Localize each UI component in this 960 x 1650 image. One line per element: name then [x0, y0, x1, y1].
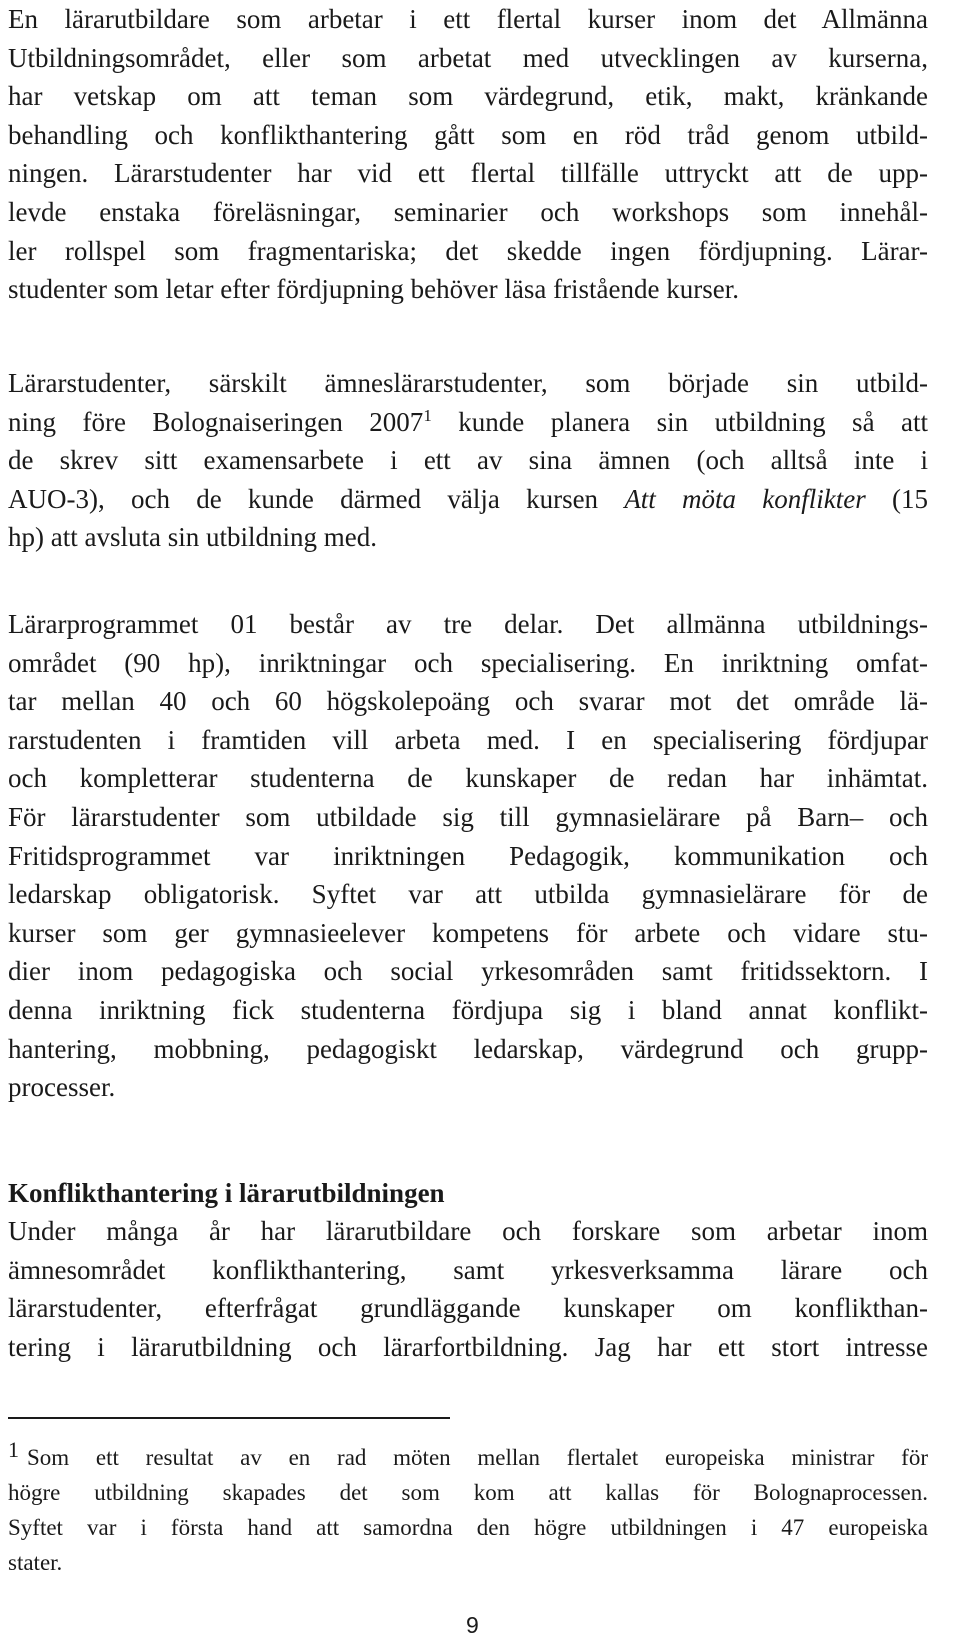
- text-segment: kunde planera sin utbildning så att: [431, 406, 928, 437]
- text-line: Under många år har lärarutbildare och forskare som arbetar inom: [8, 1216, 928, 1246]
- text-line: Utbildningsområdet, eller som arbetat med utvecklingen av kurserna,: [8, 42, 928, 73]
- text-line: En lärarutbildare som arbetar i ett flertal kurser inom det Allmänna: [8, 4, 928, 34]
- text-line: hp) att avsluta sin utbildning med.: [8, 522, 377, 553]
- text-line: processer.: [8, 1072, 116, 1103]
- footnote-divider: [8, 1417, 450, 1419]
- text-line: Lärarstudenter, särskilt ämneslärarstudenter, som började sin utbild-: [8, 368, 928, 398]
- footnote-line: högre utbildning skapades det som kom att kallas för Bolognaprocessen.: [8, 1480, 928, 1505]
- text-line: och kompletterar studenterna de kunskaper de redan har inhämtat.: [8, 763, 928, 794]
- text-line: dier inom pedagogiska och social yrkesområden samt fritidssektorn. I: [8, 956, 928, 987]
- text-segment: AUO-3), och de kunde därmed välja kursen: [8, 483, 625, 514]
- text-line: hantering, mobbning, pedagogiskt ledarskap, värdegrund och grupp-: [8, 1033, 928, 1064]
- course-title: Att möta konflikter: [624, 483, 866, 514]
- text-line: ledarskap obligatorisk. Syftet var att utbilda gymnasielärare för de: [8, 879, 928, 910]
- document-page: [8, 0, 928, 1650]
- text-line: lärarstudenter, efterfrågat grundläggande kunskaper om konflikthan-: [8, 1293, 928, 1324]
- paragraph-lararprogrammet: [8, 605, 928, 1107]
- text-line: ämnesområdet konflikthantering, samt yrkesverksamma lärare och: [8, 1254, 928, 1285]
- text-line-with-course-title: [8, 480, 928, 519]
- paragraph-under-manga-ar: [8, 1212, 928, 1366]
- text-line: rarstudenten i framtiden vill arbeta med. I en specialisering fördjupar: [8, 724, 928, 755]
- paragraph-lararstudenter: [8, 364, 928, 557]
- text-line: behandling och konflikthantering gått som en röd tråd genom utbild-: [8, 119, 928, 150]
- text-line: Lärarprogrammet 01 består av tre delar. Det allmänna utbildnings-: [8, 609, 928, 639]
- footnote-line: stater.: [8, 1550, 63, 1575]
- text-line: levde enstaka föreläsningar, seminarier och workshops som innehål-: [8, 196, 928, 227]
- footnote: [8, 1432, 928, 1580]
- text-line: tar mellan 40 och 60 högskolepoäng och svarar mot det område lä-: [8, 686, 928, 717]
- text-line: ler rollspel som fragmentariska; det skedde ingen fördjupning. Lärar-: [8, 235, 928, 266]
- text-line: har vetskap om att teman som värdegrund, etik, makt, kränkande: [8, 81, 928, 112]
- text-line: området (90 hp), inriktningar och specialisering. En inriktning omfat-: [8, 647, 928, 678]
- page-number: 9: [466, 1612, 479, 1638]
- text-segment: ning före Bolognaiseringen 2007: [8, 406, 424, 437]
- text-segment: Som ett resultat av en rad möten mellan flertalet europeiska ministrar för: [27, 1445, 928, 1470]
- section-heading: Konflikthantering i lärarutbildningen: [8, 1178, 445, 1208]
- footnote-number: 1: [8, 1437, 19, 1462]
- text-segment: (15: [865, 483, 929, 514]
- text-line: Fritidsprogrammet var inriktningen Pedagogik, kommunikation och: [8, 840, 928, 871]
- text-line: tering i lärarutbildning och lärarfortbildning. Jag har ett stort intresse: [8, 1331, 928, 1362]
- text-line: ningen. Lärarstudenter har vid ett flertal tillfälle uttryckt att de upp-: [8, 158, 928, 189]
- text-line: studenter som letar efter fördjupning behöver läsa fristående kurser.: [8, 274, 739, 305]
- text-line: kurser som ger gymnasieelever kompetens för arbete och vidare stu-: [8, 917, 928, 948]
- paragraph-lararutbildare: [8, 0, 928, 309]
- footnote-line: [8, 1432, 928, 1475]
- text-line: de skrev sitt examensarbete i ett av sina ämnen (och alltså inte i: [8, 445, 928, 476]
- text-line-with-footnote-ref: [8, 403, 928, 442]
- text-line: För lärarstudenter som utbildade sig till gymnasielärare på Barn– och: [8, 801, 928, 832]
- text-line: denna inriktning fick studenterna fördjupa sig i bland annat konflikt-: [8, 994, 928, 1025]
- footnote-line: Syftet var i första hand att samordna den högre utbildningen i 47 europeiska: [8, 1515, 928, 1540]
- footnote-reference[interactable]: 1: [423, 405, 432, 425]
